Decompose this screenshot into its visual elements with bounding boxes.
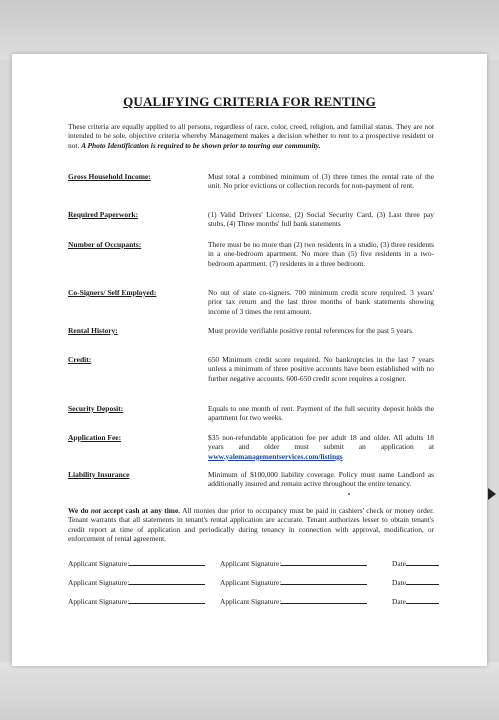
criteria-label: Liability Insurance	[68, 470, 130, 479]
signature-line[interactable]	[281, 596, 367, 604]
applicant-signature-2: Applicant Signature:	[220, 558, 367, 568]
date-line[interactable]	[406, 558, 439, 566]
intro-emphasis: A Photo Identification is required to be shown prior to touring our community.	[81, 140, 321, 150]
applicant-signature-2: Applicant Signature:	[220, 577, 367, 587]
criteria-text: Must provide verifiable positive rental references for the past 5 years.	[208, 326, 414, 335]
date-field: Date	[392, 558, 439, 568]
criteria-text: (1) Valid Drivers' License, (2) Social Security Card, (3) Last three pay stubs, (4) Three months' full bank statements	[208, 210, 434, 229]
signature-line[interactable]	[129, 558, 205, 566]
page-edge-marker	[488, 488, 496, 500]
applicant-signature-1: Applicant Signature:	[68, 596, 205, 606]
criteria-text: 650 Minimum credit score required. No bankruptcies in the last 7 years unless a minimum of three positive accounts have been established with no further negative accounts. 600-650 credit score requires a cosigner.	[208, 355, 434, 383]
date-line[interactable]	[406, 577, 439, 585]
date-field: Date	[392, 596, 439, 606]
criteria-text: No out of state co-signers. 700 minimum credit score required. 3 years' prior tax return and the last three months of bank statements showing income of 3 times the rent amount.	[208, 288, 434, 316]
signature-row	[68, 596, 448, 615]
criteria-text: There must be no more than (2) two residents in a studio, (3) three residents in a one-bedroom apartment. No more than (5) five residents in a two-bedroom apartment. (7) residents in a three bedroom.	[208, 240, 434, 268]
applicant-signature-1: Applicant Signature:	[68, 558, 205, 568]
criteria-label: Rental History:	[68, 326, 118, 335]
criteria-text: Equals to one month of rent. Payment of the full security deposit holds the apartment for two weeks.	[208, 404, 434, 423]
closing-bold-b: accept cash at any time.	[103, 506, 181, 515]
photo-background-top	[0, 0, 499, 60]
applicant-signature-2: Applicant Signature:	[220, 596, 367, 606]
criteria-text-body: $35 non-refundable application fee per adult 18 and older. All adults 18 years and older must submit an application at	[208, 433, 434, 452]
listings-link[interactable]: www.yalemanagementservices.com/listings	[208, 451, 343, 461]
criteria-label: Credit:	[68, 355, 92, 364]
signature-row	[68, 558, 448, 577]
document-page	[12, 54, 487, 666]
criteria-label: Required Paperwork:	[68, 210, 139, 219]
signature-line[interactable]	[129, 577, 205, 585]
criteria-label: Application Fee:	[68, 433, 122, 442]
intro-text: These criteria are equally applied to all persons, regardless of race, color, creed, religion, and familial status. They are not intended to be sole, objective criteria whereby Management makes a decision whether to rent to a prospective resident or not.	[68, 122, 434, 150]
date-line[interactable]	[406, 596, 439, 604]
criteria-text	[208, 433, 434, 461]
signature-row	[68, 577, 448, 596]
signature-line[interactable]	[281, 577, 367, 585]
criteria-label: Gross Household Income:	[68, 172, 151, 181]
signature-line[interactable]	[281, 558, 367, 566]
applicant-signature-1: Applicant Signature:	[68, 577, 205, 587]
criteria-label: Co-Signers/ Self Employed:	[68, 288, 157, 297]
intro-paragraph	[68, 122, 434, 150]
criteria-text: Minimum of $100,000 liability coverage. Policy must name Landlord as additionally insured and remain active throughout the entire tenancy.	[208, 470, 434, 489]
criteria-text: Must total a combined minimum of (3) three times the rental rate of the unit. No prior evictions or collection records for non-payment of rent.	[208, 172, 434, 191]
closing-bold-italic: not	[90, 506, 101, 515]
speck-mark	[348, 493, 350, 495]
closing-paragraph	[68, 506, 434, 543]
signature-block	[68, 558, 448, 615]
closing-bold-a: We do	[68, 506, 89, 515]
photo-background-bottom	[0, 662, 499, 720]
signature-line[interactable]	[129, 596, 205, 604]
closing-text: All monies due prior to occupancy must be paid in cashiers' check or money order. Tenant warrants that all statements in tenant's rental application are accurate. Tenant authorizes lesser to obtain tenant's credit report at time of application and periodically during tenancy in connection with approval, modification, or enforcement of rental agreement.	[68, 506, 434, 543]
criteria-label: Number of Occupants:	[68, 240, 142, 249]
date-field: Date	[392, 577, 439, 587]
document-title: QUALIFYING CRITERIA FOR RENTING	[123, 94, 376, 109]
criteria-label: Security Deposit:	[68, 404, 124, 413]
